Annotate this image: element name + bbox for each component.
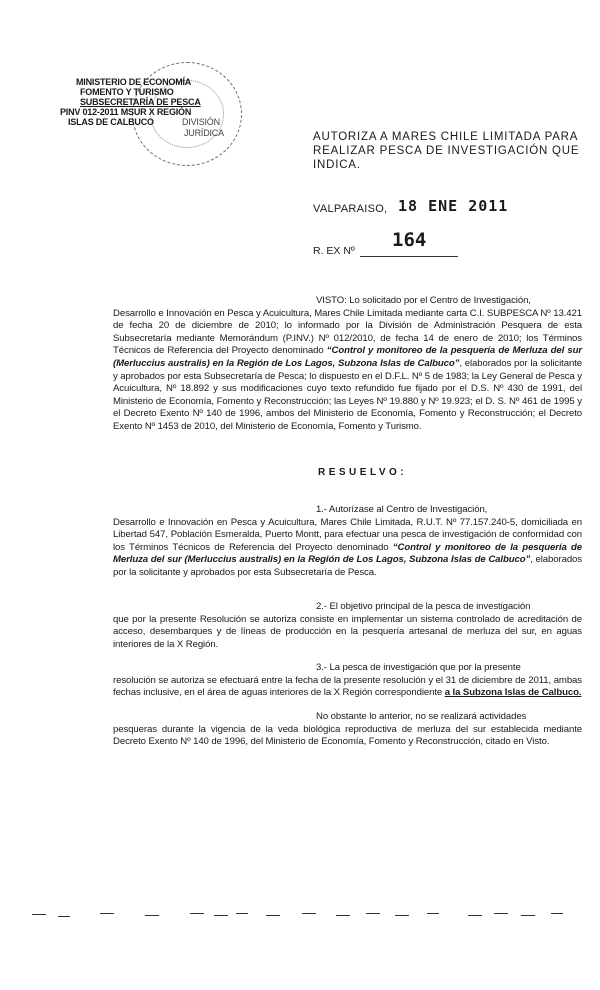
item-2-paragraph [113, 601, 582, 651]
footer-mark [190, 913, 204, 914]
visto-project-name: “Control y monitoreo de la pesquería de Merluza del sur (Merluccius australis) en la Región de Los Lagos, Subzona Islas de Calbuco” [113, 345, 582, 369]
visto-lead: VISTO: Lo solicitado por el Centro de Investigación, [316, 295, 531, 306]
subsecretaria: SUBSECRETARÍA DE PESCA [80, 97, 201, 107]
resolution-number: 164 [392, 229, 427, 251]
item-3-zone: a la Subzona Islas de Calbuco. [444, 687, 582, 699]
item-1-project-name: “Control y monitoreo de la pesquería de Merluza del sur (Merluccius australis) en la Región de Los Lagos, Subzona Islas de Calbuco” [113, 541, 582, 566]
visto-paragraph [113, 295, 582, 434]
footer-mark [145, 915, 159, 916]
resolution-label: R. EX Nº [313, 245, 355, 257]
item-2-lead: 2.- El objetivo principal de la pesca de investigación [316, 601, 531, 612]
item-3-text-1: resolución se autoriza se efectuará entre la fecha de la presente resolución y el 31 de diciembre de 2011, ambas fechas inclusive, en el área de aguas interiores de la X Región correspondiente [113, 674, 582, 699]
item-1-text-1: Desarrollo e Innovación en Pesca y Acuicultura, Mares Chile Limitada, R.U.T. Nº 77.157.240-5, domiciliada en Libertad 547, Población Esmeralda, Puerto Montt, para efectuar una pesca de investigación de conformidad con los Términos Técnicos de Referencia del Proyecto denominado [113, 516, 582, 553]
footer-mark [266, 915, 280, 916]
ministry-header [60, 77, 260, 127]
footer-mark [521, 915, 535, 916]
area-name: ISLAS DE CALBUCO [68, 117, 154, 127]
item-1-lead: 1.- Autorízase al Centro de Investigación, [316, 504, 488, 515]
item-1-text-2: , elaborados por la solicitante y aprobados por esta Subsecretaría de Pesca. [113, 554, 582, 578]
note-paragraph [113, 711, 582, 749]
resolution-underline [360, 256, 458, 257]
date-city: VALPARAISO, [313, 203, 388, 215]
resuelvo-heading: RESUELVO: [318, 467, 408, 478]
footer-mark [336, 915, 350, 916]
footer-mark [395, 915, 409, 916]
note-text-1: pesqueras durante la vigencia de la veda biológica reproductiva de merluza del sur establecida mediante Decreto Exento Nº 140 de 1996, del Ministerio de Economía, Fomento y Reconstrucción, citado en Visto. [113, 723, 582, 748]
footer-mark [100, 913, 114, 914]
item-3-paragraph [113, 662, 582, 700]
footer-mark [468, 915, 482, 916]
footer-mark [236, 913, 248, 914]
footer-mark [366, 913, 380, 914]
note-lead: No obstante lo anterior, no se realizará actividades [316, 711, 527, 722]
footer-mark [58, 916, 70, 917]
footer-mark [427, 913, 439, 914]
title-line: AUTORIZA A MARES CHILE LIMITADA PARA [313, 131, 579, 143]
title-line: REALIZAR PESCA DE INVESTIGACIÓN QUE [313, 145, 580, 157]
footer-mark [302, 913, 316, 914]
item-3-lead: 3.- La pesca de investigación que por la presente [316, 662, 521, 673]
footer-mark [494, 913, 508, 914]
seal-text-division: DIVISIÓN [182, 117, 220, 127]
seal-text-juridica: JURÍDICA [184, 128, 224, 138]
visto-text-1: Desarrollo e Innovación en Pesca y Acuicultura, Mares Chile Limitada mediante carta C.I. SUBPESCA Nº 13.421 de fecha 20 de diciembre de 2010; lo informado por la División de Administración Pesquera de esta Subsecretaría mediante Memorándum (P.INV.) Nº 012/2010, de fecha 14 de enero de 2010; los Términos Técnicos de Referencia del Proyecto denominado [113, 307, 582, 357]
ministry-name: MINISTERIO DE ECONOMÍA [76, 77, 192, 87]
footer-mark [32, 914, 46, 915]
item-1-paragraph [113, 504, 582, 580]
pinv-code: PINV 012-2011 MSUR X REGIÓN [60, 107, 192, 117]
ministry-sub: FOMENTO Y TURISMO [80, 87, 174, 97]
item-2-text-1: que por la presente Resolución se autoriza consiste en implementar un sistema controlado de acreditación de acceso, desembarques y de líneas de producción en la pesquería artesanal de merluza del sur, en aguas interiores de la X Región. [113, 613, 582, 650]
visto-text-2: , elaborados por la solicitante y aprobados por esta Subsecretaría de Pesca; lo dispuesto en el D.F.L. Nº 5 de 1983; la Ley General de Pesca y Acuicultura, Nº 18.892 y sus modificaciones cuyo texto refundido fue fijado por el D.S. Nº 430 de 1991, del Ministerio de Economía, Fomento y Reconstrucción; las Leyes Nº 19.880 y Nº 19.923; el D. S. Nº 461 de 1995 y el Decreto Exento Nº 140 de 1996, ambos del Ministerio de Economía, Fomento y Reconstrucción; el Decreto Exento Nº 1453 de 2010, del Ministerio de Economía, Fomento y Turismo. [113, 357, 582, 432]
footer-mark [214, 915, 228, 916]
footer-mark [551, 913, 563, 914]
date-stamp: 18 ENE 2011 [398, 197, 509, 215]
title-line: INDICA. [313, 159, 361, 171]
resolution-title [313, 130, 593, 172]
